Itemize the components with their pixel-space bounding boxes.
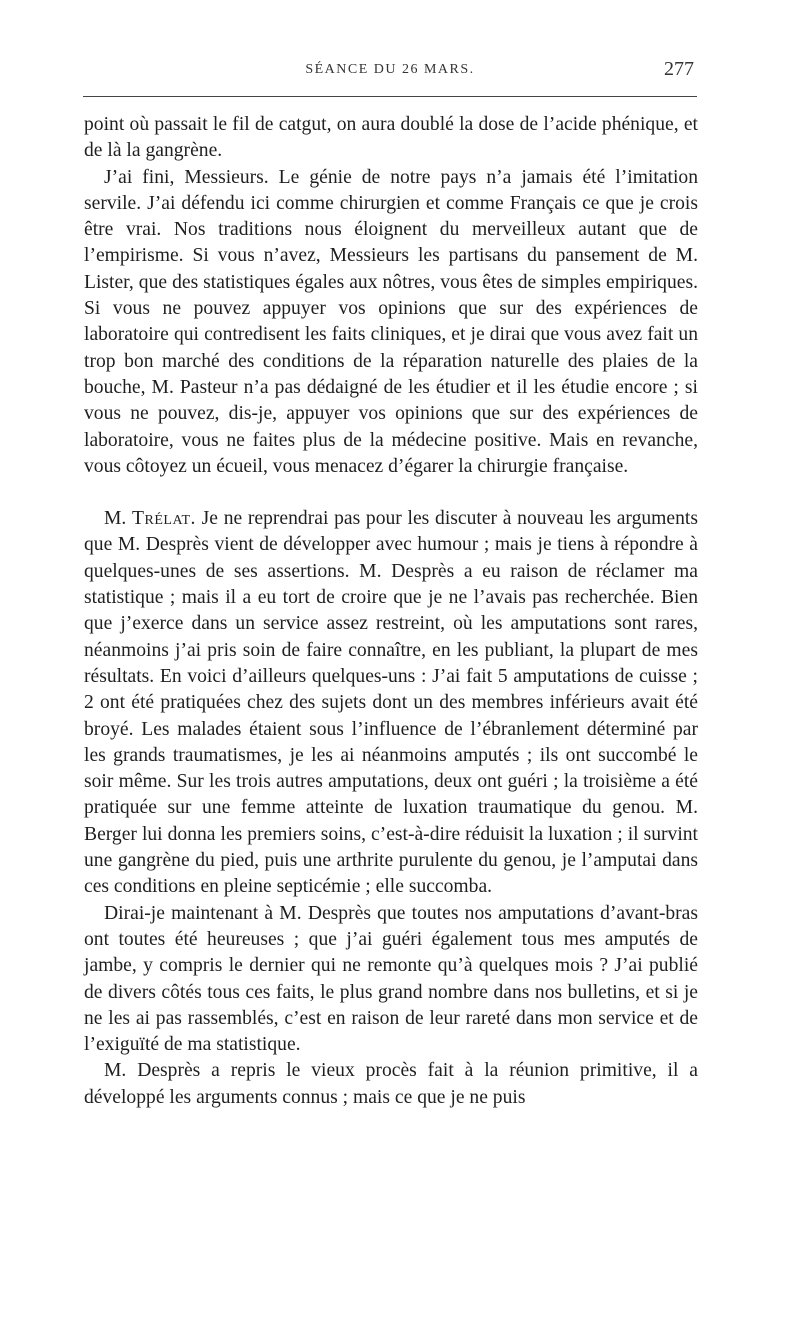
paragraph-trelat-text: Je ne reprendrai pas pour les discuter à nouveau les arguments que M. Desprès vient de développer avec humour ; mais je tiens à répondre à quelques-unes de ses assertions. M. Desprès a eu raison de réclamer ma statistique ; mais il a eu tort de croire que je ne l’avais pas recherchée. Bien que j’exerce dans un service assez restreint, où les amputations sont rares, néanmoins j’ai pris soin de faire connaître, en les publiant, la plupart de mes résultats. En voici d’ailleurs quelques-uns : J’ai fait 5 amputations de cuisse ; 2 ont été pratiquées chez des sujets dont un des membres inférieurs avait été broyé. Les malades étaient sous l’influence de l’ébranlement déterminé par les grands traumatismes, je les ai néanmoins amputés ; ils ont succombé le soir même. Sur les trois autres amputations, deux ont guéri ; la troisième a été pratiquée sur une femme atteinte de luxation traumatique du genou. M. Berger lui donna les premiers soins, c’est-à-dire réduisit la luxation ; il survint une gangrène du pied, puis une arthrite purulente du genou, je l’amputai dans ces conditions en pleine septicémie ; elle succomba.	[84, 508, 698, 898]
running-head	[82, 58, 698, 82]
paragraph-reunion-primitive: M. Desprès a repris le vieux procès fait à la réunion primitive, il a développé les arguments connus ; mais ce que je ne puis	[84, 1060, 698, 1108]
paragraph-amputations: Dirai-je maintenant à M. Desprès que toutes nos amputations d’avant-bras ont toutes été heureuses ; que j’ai guéri également tous mes amputés de jambe, y compris le dernier qui ne remonte qu’à quelques mois ? J’ai publié de divers côtés tous ces faits, le plus grand nombre dans nos bulletins, et si je ne les ai pas rassemblés, c’est en raison de leur rareté dans mon service et de l’exiguïté de ma statistique.	[84, 902, 698, 1056]
running-title: SÉANCE DU 26 MARS.	[305, 62, 475, 77]
speaker-prefix: M.	[104, 508, 133, 530]
header-rule	[83, 96, 697, 97]
body-text	[84, 112, 698, 1111]
page-number: 277	[664, 58, 694, 80]
paragraph-despres-conclusion: J’ai fini, Messieurs. Le génie de notre pays n’a jamais été l’imitation servile. J’ai défendu ici comme chirurgien et comme Français ce que je crois être vrai. Nos traditions nous éloignent du merveilleux autant que de l’empirisme. Si vous n’avez, Messieurs les partisans du pansement de M. Lister, que des statistiques égales aux nôtres, vous êtes de simples empiriques. Si vous ne pouvez appuyer vos opinions que sur des expériences de laboratoire qui contredisent les faits cliniques, et je dirai que vous avez fait un trop bon marché des conditions de la réparation naturelle des plaies de la bouche, M. Pasteur n’a pas dédaigné de les étudier et il les étudie encore ; si vous ne pouvez, dis-je, appuyer vos opinions que sur des expériences de laboratoire, vous ne faites plus de la médecine positive. Mais en revanche, vous côtoyez un écueil, vous menacez d’égarer la chirurgie française.	[84, 166, 698, 477]
speaker-name: Trélat.	[132, 508, 196, 530]
paragraph-trelat-reply	[84, 506, 698, 900]
paragraph-continuation: point où passait le fil de catgut, on aura doublé la dose de l’acide phénique, et de là la gangrène.	[84, 114, 698, 162]
